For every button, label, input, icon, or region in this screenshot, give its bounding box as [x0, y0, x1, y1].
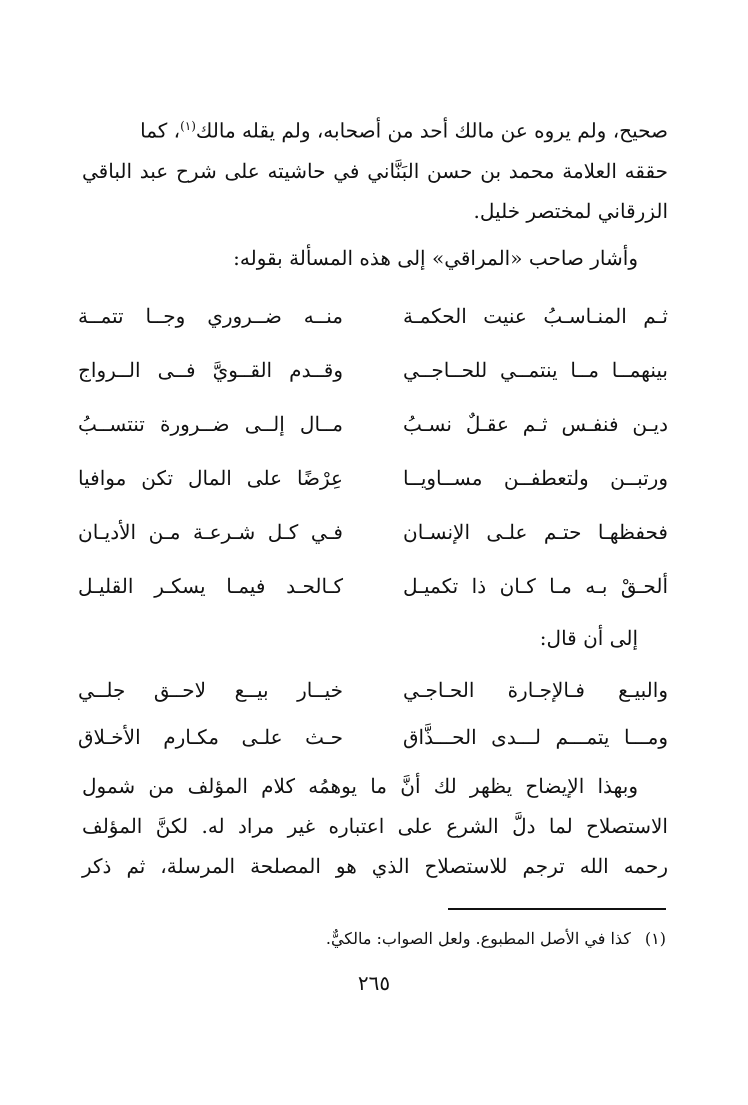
footnote-number: (١) — [644, 929, 666, 948]
paragraph-1 — [82, 106, 668, 231]
verse-line — [78, 343, 668, 397]
verse-line — [78, 397, 668, 451]
verse-first-hemistich: ثـم المنـاسـبُ عنيت الحكمـة — [403, 304, 668, 328]
footnote — [326, 925, 666, 953]
verse-second-hemistich: وقــدم القــويَّ فــى الــرواج — [78, 358, 343, 382]
verse-first-hemistich: ورتبــن ولتعطفــن مســاويــا — [403, 466, 668, 490]
verse-first-hemistich: بينهمــا مــا ينتمــي للحــاجــي — [403, 358, 668, 382]
verse-second-hemistich: منــه ضــروري وجــا تتمــة — [78, 304, 343, 328]
verse-line — [78, 289, 668, 343]
paragraph-2-line-2: الاستصلاح لما دلَّ الشرع على اعتباره غير مراد له. لكنَّ المؤلف — [82, 814, 668, 838]
verse-line — [78, 663, 668, 717]
footnote-marker: (١) — [180, 119, 196, 133]
verse-first-hemistich: ومـــا يتمـــم لـــدى الحـــذَّاق — [403, 725, 668, 749]
verse-second-hemistich: عِرْضًا على المال تكن موافيا — [78, 466, 343, 490]
verse-first-hemistich: ألحـقْ بـه مـا كـان ذا تكميـل — [403, 574, 668, 598]
verse-second-hemistich: كـالحـد فيمـا يسكـر القليـل — [78, 574, 343, 598]
verse-first-hemistich: والبيـع فـالإجـارة الحـاجـي — [403, 678, 668, 702]
verse-second-hemistich: خيــار بيــع لاحــق جلــي — [78, 678, 343, 702]
verse-second-hemistich: فـي كـل شـرعـة مـن الأديـان — [78, 520, 343, 544]
paragraph-2-line-3: رحمه الله ترجم للاستصلاح الذي هو المصلحة المرسلة، ثم ذكر — [82, 854, 668, 878]
paragraph-1-line-2: حققه العلامة محمد بن حسن البَنَّاني في حاشيته على شرح عبد الباقي — [82, 158, 668, 183]
intro-line: وأشار صاحب «المراقي» إلى هذه المسألة بقوله: — [233, 246, 638, 270]
verse-line — [78, 505, 668, 559]
verse-line — [78, 451, 668, 505]
verse-second-hemistich: مــال إلــى ضــرورة تنتســبُ — [78, 412, 343, 436]
footnote-divider — [448, 908, 666, 910]
transition-line: إلى أن قال: — [539, 626, 638, 650]
page-number: ٢٦٥ — [357, 971, 391, 995]
paragraph-2-line-1: وبهذا الإيضاح يظهر لك أنَّ ما يوهمُه كلام المؤلف من شمول — [82, 774, 638, 798]
verse-second-hemistich: حـث علـى مكـارم الأخـلاق — [78, 725, 343, 749]
verse-first-hemistich: فحفظهـا حتـم علـى الإنسـان — [403, 520, 668, 544]
verse-line — [78, 710, 668, 764]
paragraph-2 — [82, 766, 668, 886]
verse-line — [78, 559, 668, 613]
footnote-text: كذا في الأصل المطبوع. ولعل الصواب: مالكيٌّ. — [325, 929, 631, 948]
paragraph-1-line-1: صحيح، ولم يروه عن مالك أحد من أصحابه، ولم يقله مالك$^{(١)}$، كما — [140, 118, 668, 143]
paragraph-1-line-3: الزرقاني لمختصر خليل. — [473, 198, 668, 223]
verse-first-hemistich: ديـن فنفـس ثـم عقـلٌ نسـبُ — [403, 412, 668, 436]
